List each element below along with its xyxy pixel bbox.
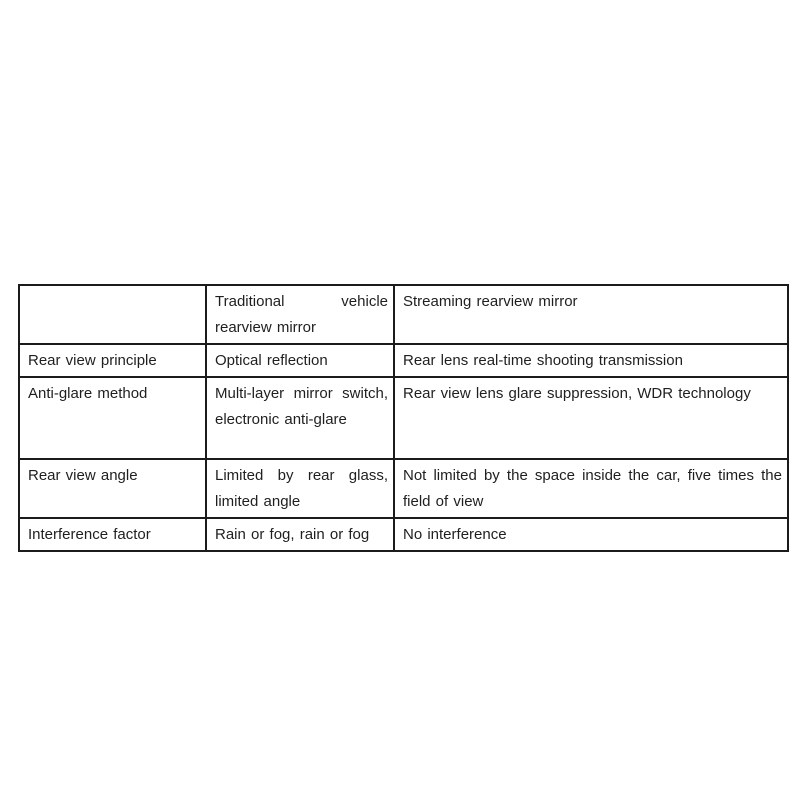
- streaming-cell: Rear lens real-time shooting transmission: [394, 344, 788, 377]
- table-row-interference-factor: [19, 518, 788, 551]
- traditional-cell: Multi-layer mirror switch, electronic anti-glare: [206, 377, 394, 459]
- header-empty-cell: [19, 285, 206, 344]
- streaming-cell: No interference: [394, 518, 788, 551]
- table-header-row: [19, 285, 788, 344]
- header-streaming-cell: Streaming rearview mirror: [394, 285, 788, 344]
- traditional-cell: Rain or fog, rain or fog: [206, 518, 394, 551]
- row-label-cell: Rear view angle: [19, 459, 206, 518]
- traditional-cell: Optical reflection: [206, 344, 394, 377]
- traditional-cell: Limited by rear glass, limited angle: [206, 459, 394, 518]
- row-label-cell: Rear view principle: [19, 344, 206, 377]
- streaming-cell: Not limited by the space inside the car, five times the field of view: [394, 459, 788, 518]
- row-label-cell: Anti-glare method: [19, 377, 206, 459]
- table-row-rear-view-principle: [19, 344, 788, 377]
- header-traditional-cell: Traditional vehicle rearview mirror: [206, 285, 394, 344]
- table-row-anti-glare-method: [19, 377, 788, 459]
- streaming-cell: Rear view lens glare suppression, WDR technology: [394, 377, 788, 459]
- table-row-rear-view-angle: [19, 459, 788, 518]
- row-label-cell: Interference factor: [19, 518, 206, 551]
- comparison-table: [18, 284, 789, 552]
